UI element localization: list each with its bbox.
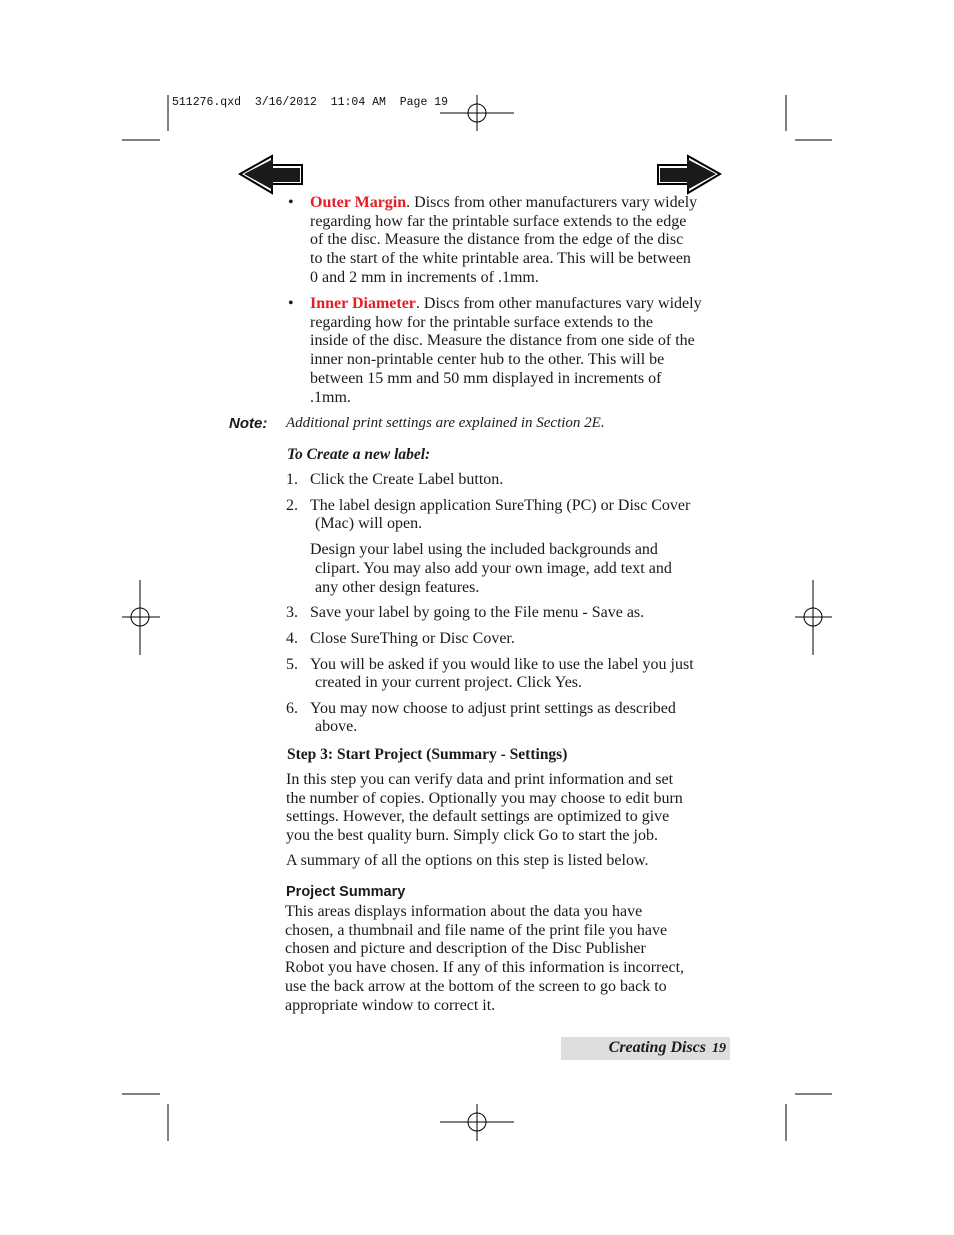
step-item: 6. You may now choose to adjust print settings as described above. — [286, 700, 676, 735]
step-item: 5. You will be asked if you would like to use the label you just created in your current project. Click Yes. — [286, 656, 694, 691]
footer-section-title: Creating Discs 19 — [608, 1039, 726, 1056]
create-label-steps — [286, 471, 736, 744]
create-label-heading: To Create a new label: — [287, 446, 431, 463]
step-item: 3. Save your label by going to the File menu - Save as. — [286, 604, 645, 621]
bullet-outer-margin: Outer Margin. Discs from other manufacturers vary widely regarding how far the printable surface extends to the edge of the disc. Measure the distance from the edge of the disc to the start of the white printable area. This will be between 0 and 2 mm in increments of .1mm. — [310, 194, 698, 286]
page-number: 19 — [712, 1041, 726, 1056]
left-arrow-icon[interactable] — [236, 153, 306, 195]
bullet-term: Outer Margin — [310, 194, 407, 211]
note-text: Additional print settings are explained in Section 2E. — [286, 415, 605, 431]
step3-summary-line: A summary of all the options on this step is listed below. — [286, 852, 649, 869]
step-item: 4. Close SureThing or Disc Cover. — [286, 630, 515, 647]
note-label: Note: — [229, 415, 268, 432]
step3-paragraph: In this step you can verify data and print information and set the number of copies. Optionally you may choose to edit burn settings. However, the default settings are optimized to give you the best quality burn. Simply click Go to start the job. — [286, 771, 683, 845]
step-item: Design your label using the included backgrounds and clipart. You may also add your own image, add text and any other design features. — [310, 541, 672, 596]
bullet-inner-diameter: Inner Diameter. Discs from other manufactures vary widely regarding how for the printable surface extends to the inside of the disc. Measure the distance from one side of the inner non-printable center hub to the other. This will be between 15 mm and 50 mm displayed in increments of .1mm. — [310, 295, 702, 406]
file-slug: 511276.qxd 3/16/2012 11:04 AM Page 19 — [172, 96, 449, 109]
bullet-dot: • — [288, 295, 294, 312]
step3-heading: Step 3: Start Project (Summary - Settings) — [287, 746, 568, 763]
step-item: 2. The label design application SureThing (PC) or Disc Cover (Mac) will open. — [286, 497, 691, 532]
right-arrow-icon[interactable] — [654, 153, 724, 195]
step-item: 1. Click the Create Label button. — [286, 471, 504, 488]
bullet-dot: • — [288, 194, 294, 211]
project-summary-heading: Project Summary — [286, 884, 406, 900]
bullet-term: Inner Diameter — [310, 295, 416, 312]
project-summary-text: This areas displays information about the data you have chosen, a thumbnail and file name of the print file you have chosen and picture and description of the Disc Publisher Robot you have chosen. If any of this information is incorrect, use the back arrow at the bottom of the screen to go back to appropriate window to correct it. — [285, 903, 685, 1014]
